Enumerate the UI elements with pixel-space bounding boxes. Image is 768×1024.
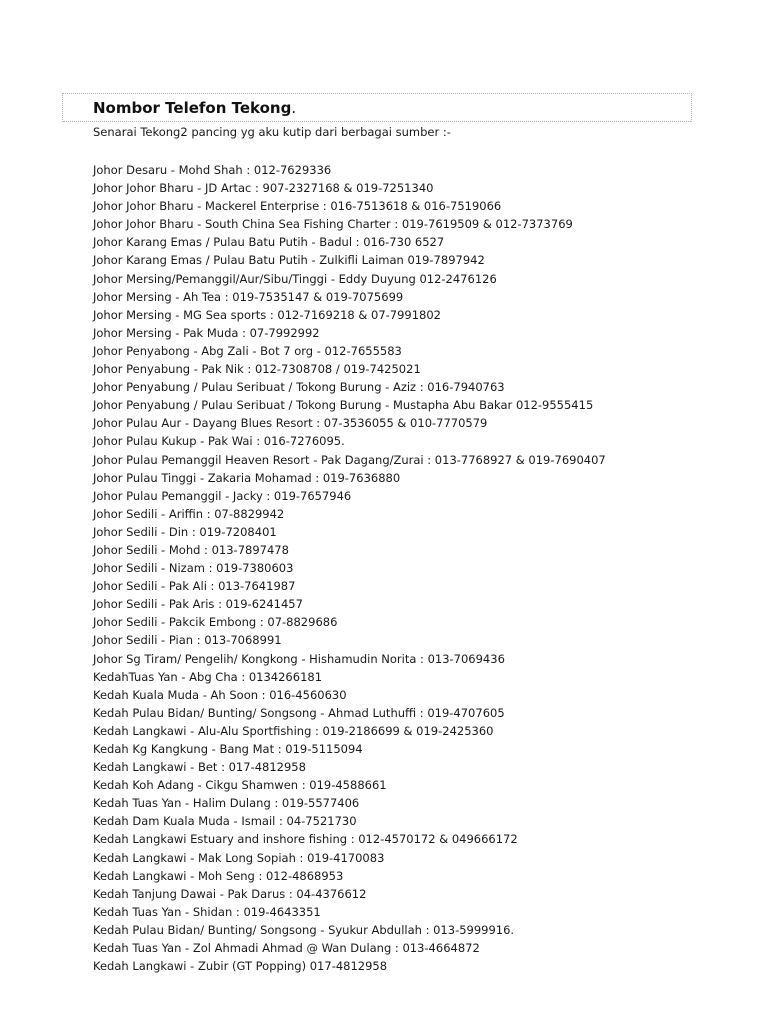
contact-list bbox=[93, 161, 606, 975]
list-item: Johor Mersing - Ah Tea : 019-7535147 & 019-7075699 bbox=[93, 289, 404, 304]
list-item: Kedah Langkawi - Moh Seng : 012-4868953 bbox=[93, 868, 344, 883]
list-item: KedahTuas Yan - Abg Cha : 0134266181 bbox=[93, 669, 323, 684]
title-box bbox=[62, 93, 692, 122]
list-item: Johor Sedili - Mohd : 013-7897478 bbox=[93, 542, 289, 557]
list-item: Kedah Langkawi - Alu-Alu Sportfishing : 019-2186699 & 019-2425360 bbox=[93, 723, 494, 738]
list-item: Johor Mersing - MG Sea sports : 012-7169218 & 07-7991802 bbox=[93, 307, 441, 322]
list-item: Johor Sedili - Pak Ali : 013-7641987 bbox=[93, 579, 296, 594]
list-item: Kedah Tanjung Dawai - Pak Darus : 04-4376612 bbox=[93, 886, 367, 901]
list-item: Johor Penyabung - Pak Nik : 012-7308708 / 019-7425021 bbox=[93, 362, 421, 377]
list-item: Kedah Langkawi - Mak Long Sopiah : 019-4170083 bbox=[93, 850, 385, 865]
list-item: Johor Penyabong - Abg Zali - Bot 7 org - 012-7655583 bbox=[93, 343, 402, 358]
list-item: Kedah Langkawi - Zubir (GT Popping) 017-4812958 bbox=[93, 959, 388, 974]
page-title bbox=[93, 99, 296, 117]
list-item: Kedah Dam Kuala Muda - Ismail : 04-7521730 bbox=[93, 814, 357, 829]
list-item: Johor Mersing - Pak Muda : 07-7992992 bbox=[93, 325, 320, 340]
list-item: Johor Johor Bharu - JD Artac : 907-2327168 & 019-7251340 bbox=[93, 181, 434, 196]
page-subtitle: Senarai Tekong2 pancing yg aku kutip dari berbagai sumber :- bbox=[93, 125, 451, 139]
list-item: Kedah Kuala Muda - Ah Soon : 016-4560630 bbox=[93, 687, 347, 702]
list-item: Kedah Pulau Bidan/ Bunting/ Songsong - Ahmad Luthuffi : 019-4707605 bbox=[93, 705, 505, 720]
list-item: Johor Pulau Pemanggil Heaven Resort - Pak Dagang/Zurai : 013-7768927 & 019-7690407 bbox=[93, 452, 606, 467]
list-item: Kedah Pulau Bidan/ Bunting/ Songsong - Syukur Abdullah : 013-5999916. bbox=[93, 922, 515, 937]
list-item: Johor Sedili - Pak Aris : 019-6241457 bbox=[93, 597, 303, 612]
list-item: Kedah Langkawi - Bet : 017-4812958 bbox=[93, 760, 306, 775]
list-item: Johor Sg Tiram/ Pengelih/ Kongkong - Hishamudin Norita : 013-7069436 bbox=[93, 651, 505, 666]
list-item: Kedah Tuas Yan - Shidan : 019-4643351 bbox=[93, 904, 321, 919]
list-item: Kedah Koh Adang - Cikgu Shamwen : 019-4588661 bbox=[93, 778, 387, 793]
list-item: Johor Sedili - Pian : 013-7068991 bbox=[93, 633, 282, 648]
list-item: Johor Desaru - Mohd Shah : 012-7629336 bbox=[93, 163, 332, 177]
list-item: Johor Pulau Tinggi - Zakaria Mohamad : 019-7636880 bbox=[93, 470, 401, 485]
page-title-text: Nombor Telefon Tekong bbox=[93, 99, 292, 117]
page-title-period: . bbox=[291, 99, 297, 117]
list-item: Johor Sedili - Pakcik Embong : 07-8829686 bbox=[93, 615, 338, 630]
list-item: Johor Pulau Kukup - Pak Wai : 016-7276095. bbox=[93, 434, 345, 449]
list-item: Johor Johor Bharu - South China Sea Fishing Charter : 019-7619509 & 012-7373769 bbox=[93, 217, 573, 232]
list-item: Kedah Langkawi Estuary and inshore fishing : 012-4570172 & 049666172 bbox=[93, 832, 518, 847]
list-item: Johor Penyabung / Pulau Seribuat / Tokong Burung - Mustapha Abu Bakar 012-9555415 bbox=[93, 398, 594, 413]
list-item: Johor Pulau Pemanggil - Jacky : 019-7657946 bbox=[93, 488, 352, 503]
list-item: Johor Mersing/Pemanggil/Aur/Sibu/Tinggi - Eddy Duyung 012-2476126 bbox=[93, 271, 497, 286]
list-item: Johor Sedili - Nizam : 019-7380603 bbox=[93, 561, 294, 576]
list-item: Johor Johor Bharu - Mackerel Enterprise : 016-7513618 & 016-7519066 bbox=[93, 199, 502, 214]
list-item: Kedah Kg Kangkung - Bang Mat : 019-5115094 bbox=[93, 742, 363, 756]
list-item: Kedah Tuas Yan - Zol Ahmadi Ahmad @ Wan Dulang : 013-4664872 bbox=[93, 941, 480, 956]
list-item: Johor Karang Emas / Pulau Batu Putih - Zulkifli Laiman 019-7897942 bbox=[93, 253, 485, 268]
list-item: Johor Penyabung / Pulau Seribuat / Tokong Burung - Aziz : 016-7940763 bbox=[93, 380, 505, 395]
list-item: Kedah Tuas Yan - Halim Dulang : 019-5577406 bbox=[93, 796, 360, 811]
list-item: Johor Sedili - Din : 019-7208401 bbox=[93, 524, 277, 539]
list-item: Johor Sedili - Ariffin : 07-8829942 bbox=[93, 506, 285, 521]
list-item: Johor Karang Emas / Pulau Batu Putih - Badul : 016-730 6527 bbox=[93, 235, 445, 250]
list-item: Johor Pulau Aur - Dayang Blues Resort : 07-3536055 & 010-7770579 bbox=[93, 416, 488, 431]
